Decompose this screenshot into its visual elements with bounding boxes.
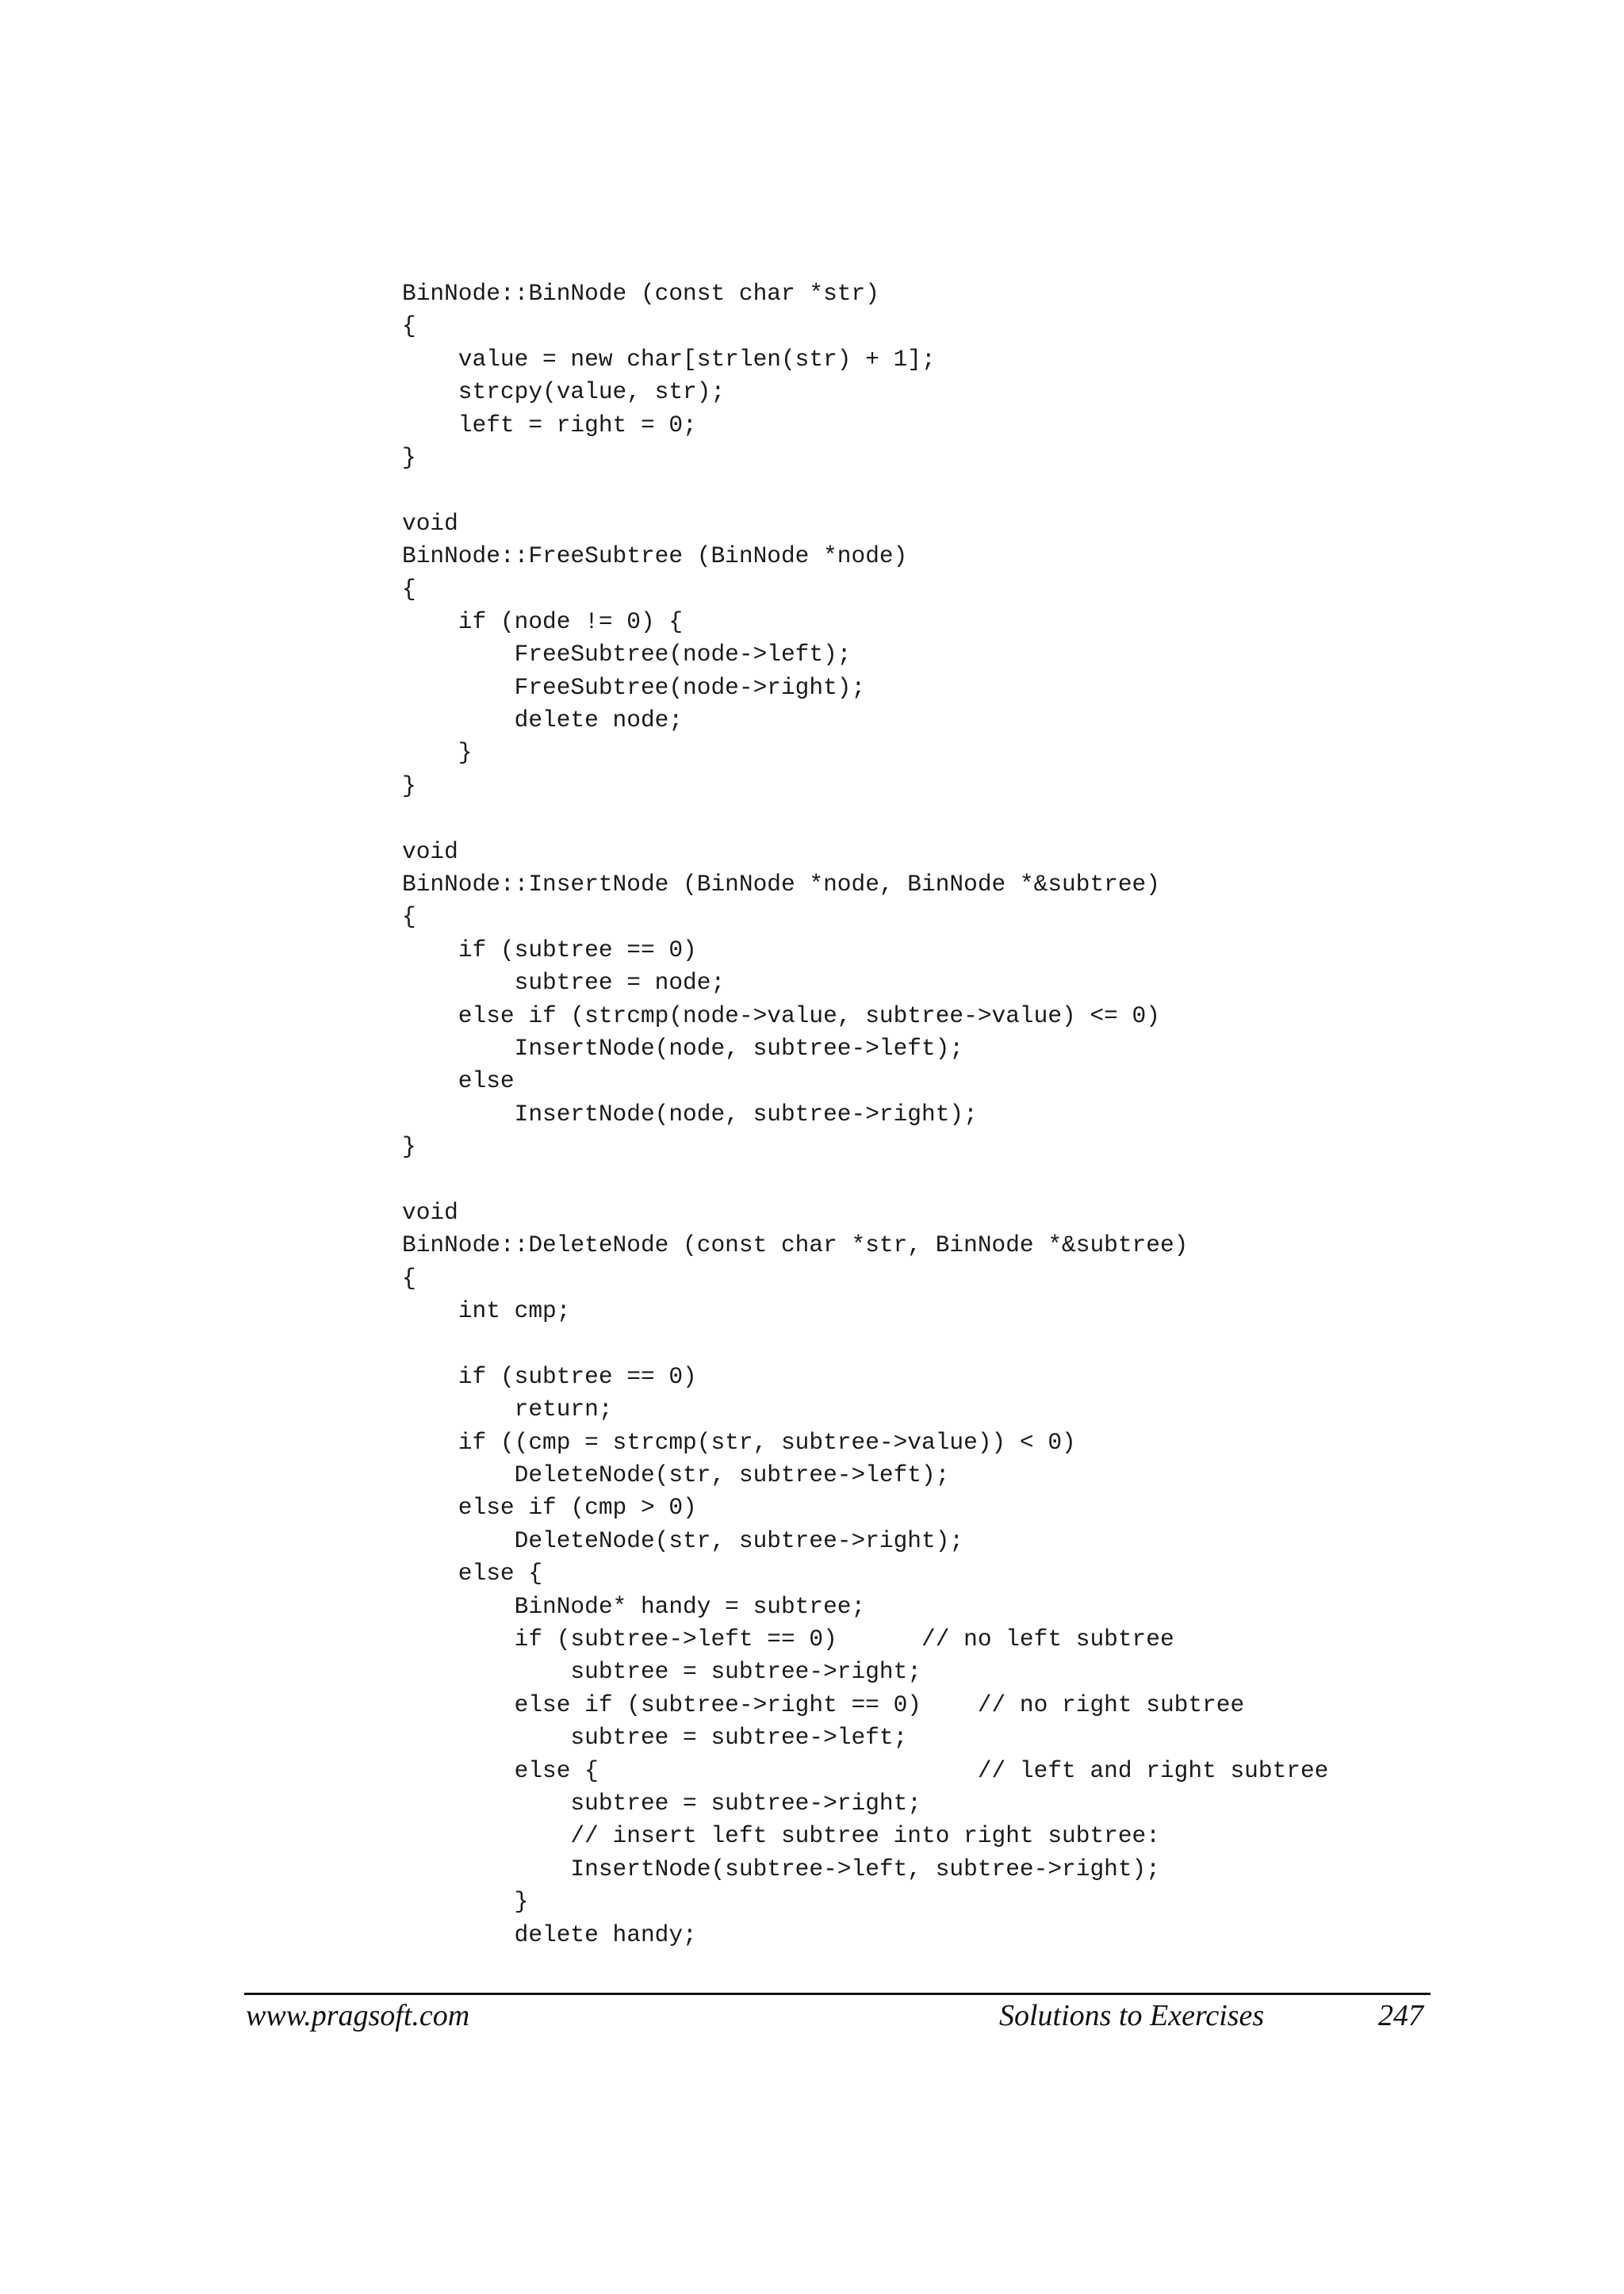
code-line: } [402,739,473,767]
code-line: else { // left and right subtree [402,1756,1329,1784]
page-number: 247 [1378,1999,1423,2032]
code-line: int cmp; [402,1297,571,1325]
code-line: void [402,509,458,537]
code-line: } [402,772,416,799]
code-line: delete handy; [402,1921,697,1948]
code-line: { [402,575,416,603]
code-line [402,474,1328,507]
footer-url: www.pragsoft.com [246,1999,470,2032]
code-line: FreeSubtree(node->right); [402,673,866,701]
footer-rule [244,1993,1431,1995]
code-listing [402,278,1328,1951]
code-line: FreeSubtree(node->left); [402,641,852,668]
code-line: BinNode::FreeSubtree (BinNode *node) [402,542,908,570]
code-line: subtree = subtree->right; [402,1658,922,1686]
code-line: } [402,443,416,471]
code-line: if (subtree == 0) [402,936,697,963]
code-line: } [402,1133,416,1161]
code-line: // insert left subtree into right subtree: [402,1822,1160,1850]
code-line: else if (subtree->right == 0) // no right subtree [402,1691,1245,1718]
code-line: else { [402,1560,543,1587]
code-line [402,1328,1328,1361]
code-line: if ((cmp = strcmp(str, subtree->value)) < 0) [402,1428,1076,1456]
code-line: if (node != 0) { [402,607,684,635]
code-line: subtree = subtree->right; [402,1789,922,1817]
code-line: else [402,1067,515,1095]
code-line: } [402,1888,529,1916]
code-line: { [402,903,416,931]
code-line: return; [402,1396,613,1423]
code-line: BinNode::InsertNode (BinNode *node, BinNode *&subtree) [402,871,1160,898]
code-line: if (subtree == 0) [402,1362,697,1390]
code-line: else if (cmp > 0) [402,1494,697,1522]
footer-section-title: Solutions to Exercises [999,1999,1265,2032]
code-line: subtree = subtree->left; [402,1724,908,1752]
code-line: if (subtree->left == 0) // no left subtree [402,1626,1174,1653]
code-line: strcpy(value, str); [402,378,726,406]
code-line: else if (strcmp(node->value, subtree->value) <= 0) [402,1001,1160,1029]
code-line: DeleteNode(str, subtree->left); [402,1461,950,1489]
code-line: left = right = 0; [402,411,697,439]
code-line: InsertNode(node, subtree->left); [402,1034,964,1062]
code-line: delete node; [402,707,684,734]
code-line: void [402,837,458,865]
code-line: { [402,312,416,340]
code-line: BinNode::DeleteNode (const char *str, BinNode *&subtree) [402,1231,1189,1259]
code-line: BinNode::BinNode (const char *str) [402,280,879,307]
code-line: DeleteNode(str, subtree->right); [402,1526,964,1554]
code-line: void [402,1198,458,1226]
code-line: value = new char[strlen(str) + 1]; [402,345,936,373]
code-line: subtree = node; [402,969,726,997]
code-line: BinNode* handy = subtree; [402,1592,866,1620]
code-line: InsertNode(subtree->left, subtree->right); [402,1855,1160,1882]
code-line: { [402,1264,416,1292]
code-line [402,802,1328,835]
code-line [402,1164,1328,1197]
code-line: InsertNode(node, subtree->right); [402,1100,978,1128]
